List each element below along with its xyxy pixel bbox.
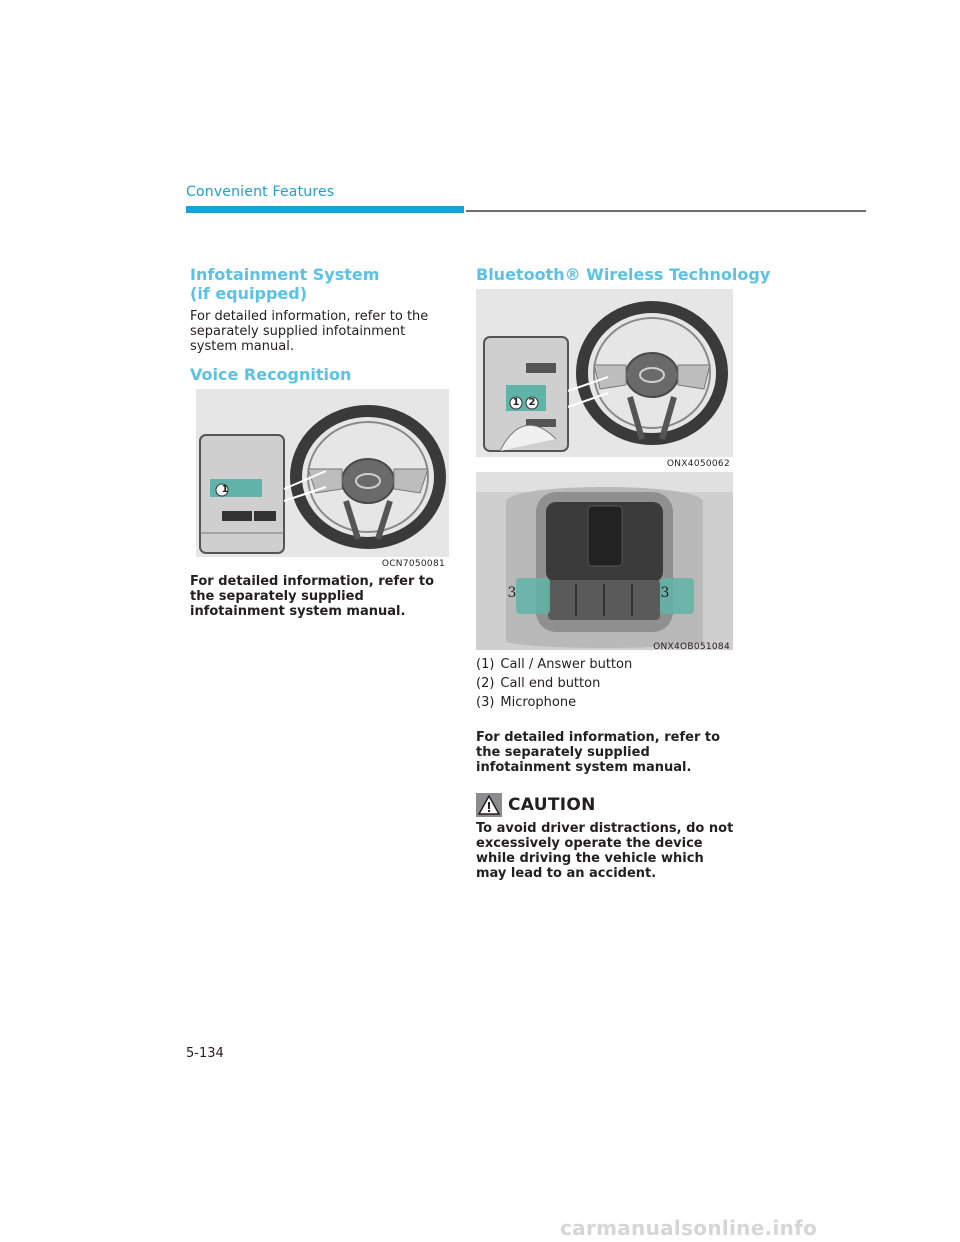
callout-2-bluetooth: 2 — [528, 397, 536, 408]
infotainment-section — [190, 265, 450, 354]
callout-3-right: 3 — [660, 585, 670, 601]
component-list — [476, 657, 736, 710]
list-item-text: Call end button — [500, 676, 601, 691]
callout-3-left: 3 — [507, 585, 517, 601]
infotainment-title-line1: Infotainment System — [190, 265, 380, 284]
callout-1-bluetooth: 1 — [512, 397, 520, 408]
callout-1-voice: 1 — [221, 484, 229, 495]
voice-recognition-title: Voice Recognition — [190, 365, 352, 384]
list-item-number: (2) — [476, 676, 495, 691]
list-item-number: (3) — [476, 695, 495, 710]
caution-label: CAUTION — [508, 795, 596, 815]
overhead-console-image — [476, 472, 733, 650]
caution-text: To avoid driver distractions, do not excessively operate the device while driving the vehicle which may lead to an accident. — [476, 821, 734, 881]
infotainment-title-line2: (if equipped) — [190, 284, 308, 303]
list-item — [476, 695, 736, 710]
voice-body: For detailed information, refer to the separately supplied infotainment system manual. — [190, 574, 435, 619]
list-item-number: (1) — [476, 657, 495, 672]
voice-image-code: OCN7050081 — [381, 559, 445, 569]
bluetooth-image2-code: ONX4OB051084 — [653, 642, 730, 652]
list-item — [476, 657, 736, 672]
infotainment-body: For detailed information, refer to the separately supplied infotainment system manual. — [190, 309, 429, 354]
list-item-text: Microphone — [500, 695, 577, 710]
bluetooth-body: For detailed information, refer to the separately supplied infotainment system manual. — [476, 730, 721, 775]
watermark: carmanualsonline.info — [560, 1216, 818, 1240]
bluetooth-title: Bluetooth® Wireless Technology — [476, 265, 771, 284]
header-rule-accent — [186, 206, 464, 213]
steering-wheel-bluetooth-image — [476, 289, 733, 457]
caution-header — [476, 793, 596, 817]
steering-wheel-voice-image — [196, 389, 449, 557]
list-item-text: Call / Answer button — [500, 657, 633, 672]
bluetooth-image1-code: ONX4050062 — [666, 459, 730, 469]
section-header: Convenient Features — [186, 184, 335, 200]
page-number: 5-134 — [186, 1046, 224, 1061]
header-rule — [466, 210, 866, 212]
warning-triangle-icon — [476, 793, 502, 817]
list-item — [476, 676, 736, 691]
